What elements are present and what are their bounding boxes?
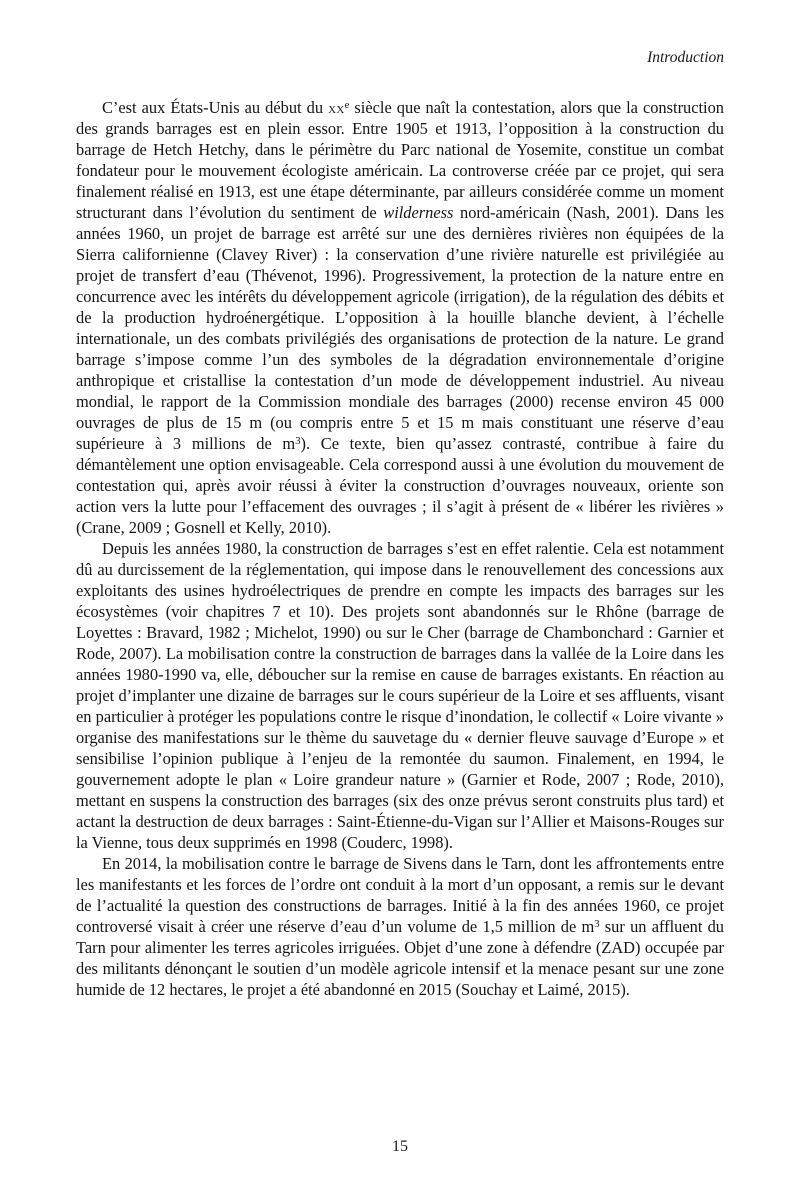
paragraph-1: C’est aux États-Unis au début du $xx^e$ siècle que naît la contestation, alors que la construction des grands barrages est en plein essor. Entre 1905 et 1913, l’opposition à la construction du barrage de Hetch Hetchy, dans le périmètre du Parc national de Yosemite, constitue un combat fondateur pour le mouvement écologiste américain. La controverse créée par ce projet, qui sera finalement réalisé en 1913, est une étape déterminante, par ailleurs considérée comme un moment structurant dans l’évolution du sentiment de wilderness nord-américain (Nash, 2001). Dans les années 1960, un projet de barrage est arrêté sur une des dernières rivières non équipées de la Sierra californienne (Clavey River) : la conservation d’une rivière naturelle est privilégiée au projet de transfert d’eau (Thévenot, 1996). Progressivement, la protection de la nature entre en concurrence avec les intérêts du développement agricole (irrigation), de la régulation des débits et de la production hydroénergétique. L’opposition à la houille blanche devient, à l’échelle internationale, un des combats privilégiés des organisations de protection de la nature. Le grand barrage s’impose comme l’un des symboles de la dégradation environnementale d’origine anthropique et cristallise la contestation d’un mode de développement industriel. Au niveau mondial, le rapport de la Commission mondiale des barrages (2000) recense environ 45 000 ouvrages de plus de 15 m (ou compris entre 5 et 15 m mais constituant une réserve d’eau supérieure à 3 millions de $m^3$). Ce texte, bien qu’assez contrasté, contribue à faire du démantèlement une option envisageable. Cela correspond aussi à une évolution du mouvement de contestation qui, après avoir réussi à éviter la construction d’ouvrages nouveaux, oriente son action vers la lutte pour l’effacement des ouvrages ; il s’agit à présent de « libérer les rivières » (Crane, 2009 ; Gosnell et Kelly, 2010). [76,98,725,537]
paragraph-2: Depuis les années 1980, la construction de barrages s’est en effet ralentie. Cela est notamment dû au durcissement de la réglementation, qui impose dans le renouvellement des concessions aux exploitants des usines hydroélectriques de prendre en compte les impacts des barrages sur les écosystèmes (voir chapitres 7 et 10). Des projets sont abandonnés sur le Rhône (barrage de Loyettes : Bravard, 1982 ; Michelot, 1990) ou sur le Cher (barrage de Chambonchard : Garnier et Rode, 2007). La mobilisation contre la construction de barrages dans la vallée de la Loire dans les années 1980-1990 va, elle, déboucher sur la remise en cause de barrages existants. En réaction au projet d’implanter une dizaine de barrages sur le cours supérieur de la Loire et ses affluents, visant en particulier à protéger les populations contre le risque d’inondation, le collectif « Loire vivante » organise des manifestations sur le thème du sauvetage du « dernier fleuve sauvage d’Europe » et sensibilise l’opinion publique à l’enjeu de la remontée du saumon. Finalement, en 1994, le gouvernement adopte le plan « Loire grandeur nature » (Garnier et Rode, 2007 ; Rode, 2010), mettant en suspens la construction des barrages (six des onze prévus seront construits plus tard) et actant la destruction de deux barrages : Saint-Étienne-du-Vigan sur l’Allier et Maisons-Rouges sur la Vienne, tous deux supprimés en 1998 (Couderc, 1998). [76,539,724,852]
running-header: Introduction [647,49,724,66]
paragraph-3: En 2014, la mobilisation contre le barrage de Sivens dans le Tarn, dont les affrontements entre les manifestants et les forces de l’ordre ont conduit à la mort d’un opposant, a remis sur le devant de l’actualité la question des constructions de barrages. Initié à la fin des années 1960, ce projet controversé visait à créer une réserve d’eau d’un volume de 1,5 million de $m^3$ sur un affluent du Tarn pour alimenter les terres agricoles irriguées. Objet d’une zone à défendre (ZAD) occupée par des militants dénonçant le soutien d’un modèle agricole intensif et la menace pesant sur une zone humide de 12 hectares, le projet a été abandonné en 2015 (Souchay et Laimé, 2015). [76,854,725,999]
body-text [76,97,724,1000]
page-number: 15 [392,1138,408,1155]
